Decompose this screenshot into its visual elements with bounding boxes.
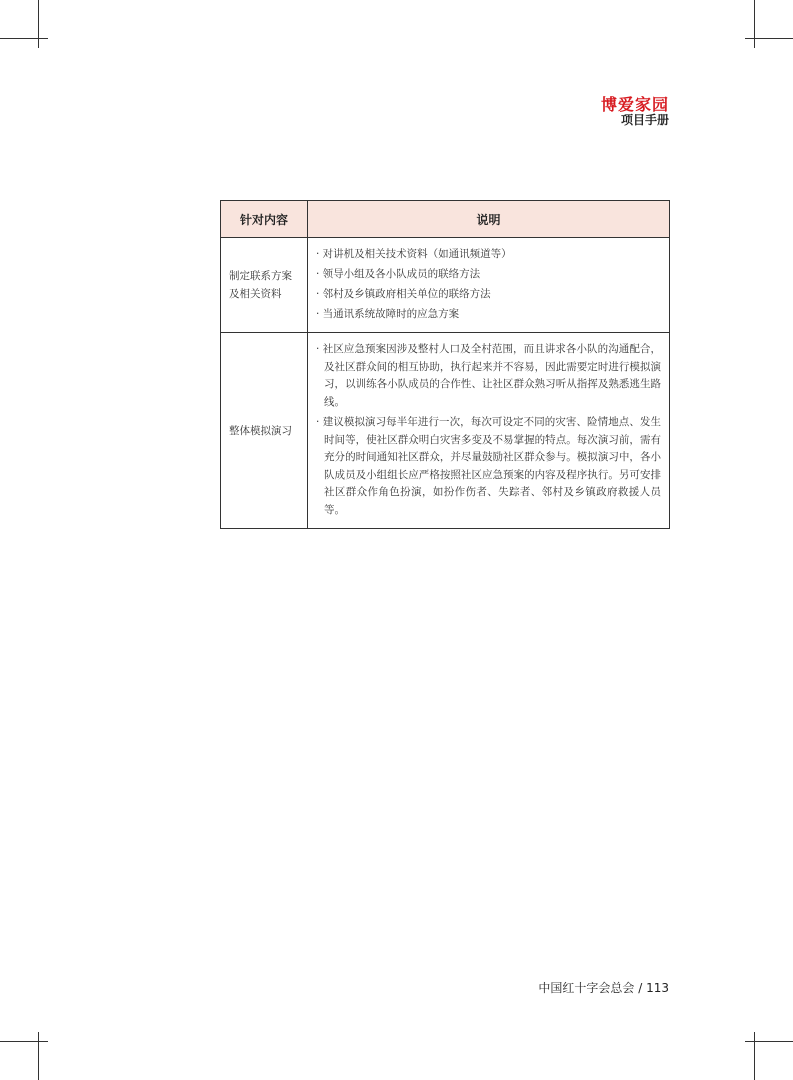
list-item: · 领导小组及各小队成员的联络方法 [316,268,481,280]
table-row [221,238,670,333]
row-description-contact-plan [308,238,670,333]
crop-mark-top-left-v [38,0,39,48]
header-subtitle: 项目手册 [620,113,669,127]
row-topic-drill: 整体模拟演习 [221,333,308,529]
column-header-description: 说明 [308,201,670,238]
crop-mark-bottom-left-h [0,1041,48,1042]
list-item: · 邻村及乡镇政府相关单位的联络方法 [316,288,491,300]
crop-mark-bottom-left-v [38,1032,39,1080]
column-header-topic: 针对内容 [221,201,308,238]
crop-mark-bottom-right-v [754,1032,755,1080]
content-table [220,200,670,529]
crop-mark-bottom-right-h [745,1041,793,1042]
page-footer: 中国红十字会总会 / 113 [538,981,669,995]
list-item: · 当通讯系统故障时的应急方案 [316,308,460,320]
header-title: 博爱家园 [600,95,669,114]
crop-mark-top-right-h [745,38,793,39]
row-topic-contact-plan: 制定联系方案及相关资料 [221,238,308,333]
crop-mark-top-right-v [754,0,755,48]
list-item: · 对讲机及相关技术资料（如通讯频道等） [316,248,512,260]
row-description-drill [308,333,670,529]
crop-mark-top-left-h [0,38,48,39]
table-header-row [221,201,670,238]
list-item: · 社区应急预案因涉及整村人口及全村范围，而且讲求各小队的沟通配合，及社区群众间的相互协助，执行起来并不容易，因此需要定时进行模拟演习，以训练各小队成员的合作性、让社区群众熟习听从指挥及熟悉逃生路线。 [316,343,661,408]
list-item: · 建议模拟演习每半年进行一次，每次可设定不同的灾害、险情地点、发生时间等，使社区群众明白灾害多变及不易掌握的特点。每次演习前，需有充分的时间通知社区群众，并尽量鼓励社区群众参与。模拟演习中，各小队成员及小组组长应严格按照社区应急预案的内容及程序执行。另可安排社区群众作角色扮演，如扮作伤者、失踪者、邻村及乡镇政府救援人员等。 [316,416,661,516]
table-row [221,333,670,529]
